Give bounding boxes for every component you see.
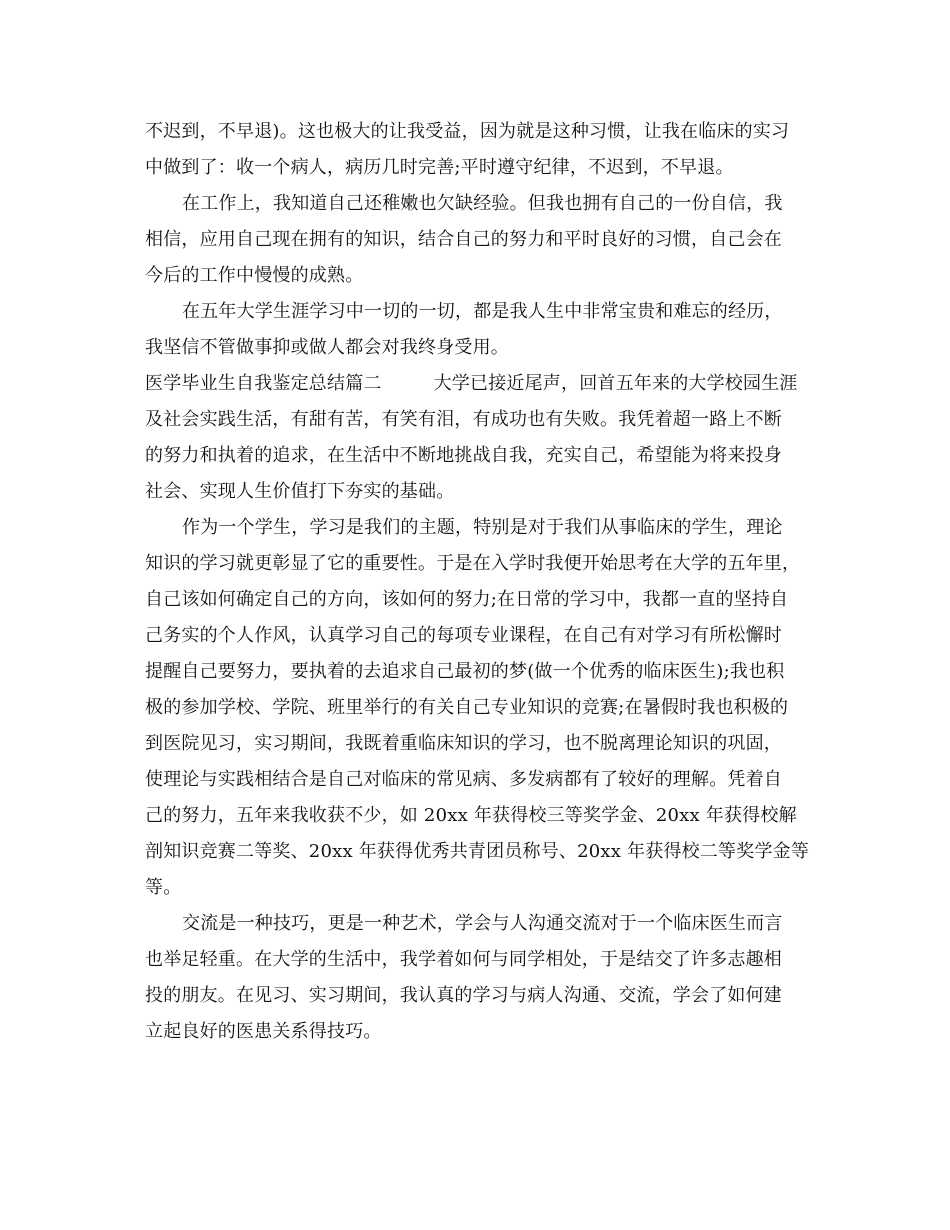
text-line: 知识的学习就更彰显了它的重要性。于是在入学时我便开始思考在大学的五年里， xyxy=(145,553,801,574)
text-line: 不迟到，不早退)。这也极大的让我受益，因为就是这种习惯，让我在临床的实习 xyxy=(145,121,790,142)
text-line: 投的朋友。在见习、实习期间，我认真的学习与病人沟通、交流，学会了如何建 xyxy=(145,985,782,1006)
section-first-sentence: 大学已接近尾声，回首五年来的大学校园生涯 xyxy=(433,373,798,394)
text-line: 自己该如何确定自己的方向，该如何的努力;在日常的学习中，我都一直的坚持自 xyxy=(145,589,789,610)
section-heading-line xyxy=(145,366,807,402)
text-line: 极的参加学校、学院、班里举行的有关自己专业知识的竞赛;在暑假时我也积极的 xyxy=(145,697,789,718)
text-line: 己务实的个人作风，认真学习自己的每项专业课程，在自己有对学习有所松懈时 xyxy=(145,625,782,646)
paragraph-start-line: 作为一个学生，学习是我们的主题，特别是对于我们从事临床的学生，理论 xyxy=(182,517,783,538)
text-line: 己的努力，五年来我收获不少，如 20xx 年获得校三等奖学金、20xx 年获得校解 xyxy=(145,805,797,826)
text-line: 的努力和执着的追求，在生活中不断地挑战自我，充实自己，希望能为将来投身 xyxy=(145,445,782,466)
document-body xyxy=(145,114,810,1050)
paragraph-start-line: 在五年大学生涯学习中一切的一切，都是我人生中非常宝贵和难忘的经历， xyxy=(182,301,783,322)
text-line: 剖知识竞赛二等奖、20xx 年获得优秀共青团员称号、20xx 年获得校二等奖学金等 xyxy=(145,841,810,862)
paragraph-start-line: 交流是一种技巧，更是一种艺术，学会与人沟通交流对于一个临床医生而言 xyxy=(182,913,783,934)
text-line: 到医院见习，实习期间，我既着重临床知识的学习，也不脱离理论知识的巩固， xyxy=(145,733,782,754)
text-line: 今后的工作中慢慢的成熟。 xyxy=(145,265,364,286)
text-line: 社会、实现人生价值打下夯实的基础。 xyxy=(145,481,455,502)
text-line: 提醒自己要努力，要执着的去追求自己最初的梦(做一个优秀的临床医生);我也积 xyxy=(145,661,785,682)
text-line: 使理论与实践相结合是自己对临床的常见病、多发病都有了较好的理解。凭着自 xyxy=(145,769,782,790)
text-line: 及社会实践生活，有甜有苦，有笑有泪，有成功也有失败。我凭着超一路上不断 xyxy=(145,409,782,430)
text-line: 立起良好的医患关系得技巧。 xyxy=(145,1021,382,1042)
section-heading: 医学毕业生自我鉴定总结篇二 xyxy=(145,373,382,394)
text-line: 相信，应用自己现在拥有的知识，结合自己的努力和平时良好的习惯，自己会在 xyxy=(145,229,782,250)
text-line: 中做到了：收一个病人，病历几时完善;平时遵守纪律，不迟到，不早退。 xyxy=(145,157,734,178)
text-line: 等。 xyxy=(145,877,182,898)
paragraph-start-line: 在工作上，我知道自己还稚嫩也欠缺经验。但我也拥有自己的一份自信，我 xyxy=(182,193,783,214)
text-line: 也举足轻重。在大学的生活中，我学着如何与同学相处，于是结交了许多志趣相 xyxy=(145,949,782,970)
text-line: 我坚信不管做事抑或做人都会对我终身受用。 xyxy=(145,337,509,358)
